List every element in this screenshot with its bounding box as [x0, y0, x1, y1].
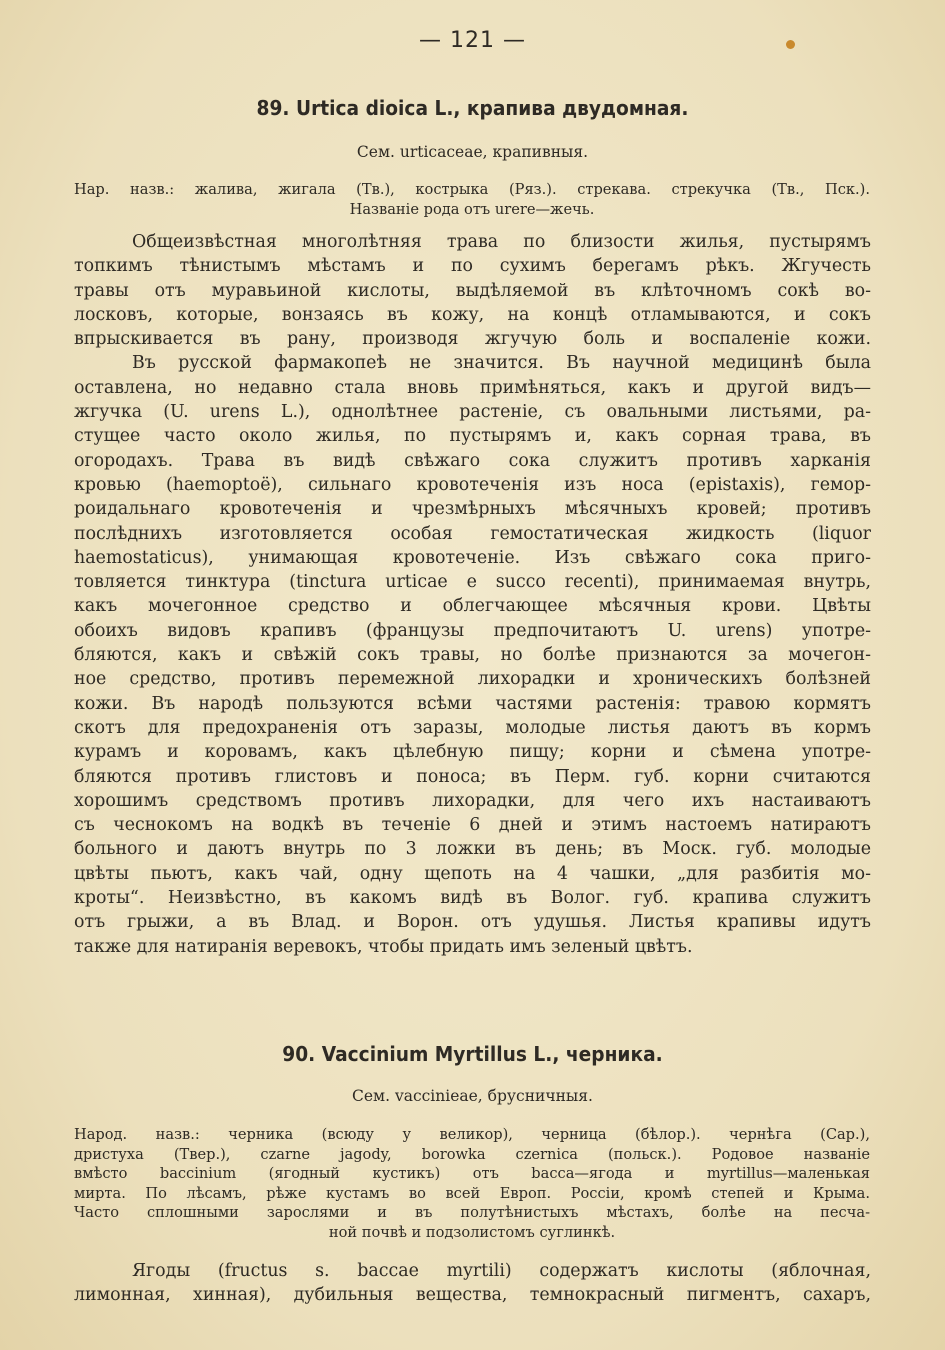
- entry-90-note-line: мирта. По лѣсамъ, рѣже кустамъ во всей Европ. Россіи, кромѣ степей и Крыма.: [74, 1184, 870, 1202]
- body-line: жгучка (U. urens L.), однолѣтнее растеніе, съ овальными листьями, ра-: [74, 402, 871, 423]
- body-line: огородахъ. Трава въ видѣ свѣжаго сока служитъ противъ харканія: [74, 450, 871, 471]
- body-line: хорошимъ средствомъ противъ лихорадки, для чего ихъ настаиваютъ: [74, 790, 871, 811]
- body-line: кровью (haemoptoë), сильнаго кровотеченія изъ носа (epistaxis), гемор-: [74, 474, 871, 495]
- entry-89-note-line: Нар. назв.: жалива, жигала (Тв.), кострыка (Ряз.). стрекава. стрекучка (Тв., Пск.).: [74, 181, 870, 198]
- body-line: роидальнаго кровотеченія и чрезмѣрныхъ мѣсячныхъ кровей; противъ: [74, 499, 871, 520]
- body-line: Въ русской фармакопеѣ не значится. Въ научной медицинѣ была: [132, 353, 871, 374]
- entry-89-family: Сем. urticaceae, крапивныя.: [356, 143, 589, 161]
- page-number: — 121 —: [419, 28, 526, 53]
- body-line: цвѣты пьютъ, какъ чай, одну щепоть на 4 чашки, „для разбитія мо-: [74, 863, 871, 884]
- body-line: лосковъ, которые, вонзаясь въ кожу, на концѣ отламываются, и сокъ: [74, 304, 871, 325]
- body-line: больного и даютъ внутрь по 3 ложки въ день; въ Моск. губ. молодые: [74, 839, 871, 860]
- body-line: кожи. Въ народѣ пользуются всѣми частями растенія: травою кормятъ: [74, 693, 871, 714]
- entry-89-title: 89. Urtica dioica L., крапива двудомная.: [256, 96, 689, 120]
- body-line: оставлена, но недавно стала вновь примѣняться, какъ и другой видъ—: [74, 377, 871, 398]
- body-line: какъ мочегонное средство и облегчающее мѣсячныя крови. Цвѣты: [74, 596, 871, 617]
- body-line: отъ грыжи, а въ Влад. и Ворон. отъ удушья. Листья крапивы идутъ: [74, 912, 871, 933]
- entry-90-title: 90. Vaccinium Myrtillus L., черника.: [282, 1042, 663, 1066]
- body-line: топкимъ тѣнистымъ мѣстамъ и по сухимъ берегамъ рѣкъ. Жгучесть: [74, 256, 871, 277]
- body-line: обоихъ видовъ крапивъ (французы предпочитаютъ U. urens) употре-: [74, 620, 871, 641]
- body-line: впрыскивается въ рану, производя жгучую боль и воспаленіе кожи.: [74, 329, 871, 350]
- entry-90-note-line: ной почвѣ и подзолистомъ суглинкѣ.: [328, 1223, 616, 1241]
- body-line: лимонная, хинная), дубильныя вещества, темнокрасный пигментъ, сахаръ,: [74, 1285, 871, 1306]
- body-line: товляется тинктура (tinctura urticae e succo recenti), принимаемая внутрь,: [74, 572, 871, 593]
- body-line: бляются противъ глистовъ и поноса; въ Перм. губ. корни считаются: [74, 766, 871, 787]
- body-line: также для натиранія веревокъ, чтобы придать имъ зеленый цвѣтъ.: [74, 936, 693, 957]
- body-line: ное средство, противъ перемежной лихорадки и хроническихъ болѣзней: [74, 669, 871, 690]
- entry-90-note-line: дристуха (Твер.), czarne jagody, borowka czernica (польск.). Родовое названіе: [74, 1145, 870, 1163]
- entry-90-note-line: Часто сплошными зарослями и въ полутѣнистыхъ мѣстахъ, болѣе на песча-: [74, 1204, 870, 1221]
- entry-90-note-line: Народ. назв.: черника (всюду у великор), черница (бѣлор.). чернѣга (Сар.),: [74, 1126, 870, 1143]
- paper-stain: [786, 40, 795, 49]
- body-line: кроты“. Неизвѣстно, въ какомъ видѣ въ Волог. губ. крапива служитъ: [74, 888, 871, 909]
- body-line: послѣднихъ изготовляется особая гемостатическая жидкость (liquor: [74, 523, 871, 544]
- entry-90-note-line: вмѣсто baccinium (ягодный кустикъ) отъ bacca—ягода и myrtillus—маленькая: [74, 1165, 870, 1182]
- entry-90-family: Сем. vaccinieae, брусничныя.: [352, 1087, 593, 1105]
- body-line: Ягоды (fructus s. baccae myrtili) содержатъ кислоты (яблочная,: [132, 1261, 871, 1281]
- entry-90-notes: [74, 1125, 870, 1242]
- body-line: Общеизвѣстная многолѣтняя трава по близости жилья, пустырямъ: [132, 232, 871, 252]
- entry-89-body: [74, 230, 871, 959]
- body-line: haemostaticus), унимающая кровотеченіе. Изъ свѣжаго сока приго-: [74, 547, 871, 568]
- body-line: скотъ для предохраненія отъ заразы, молодые листья даютъ въ кормъ: [74, 717, 871, 738]
- body-line: стущее часто около жилья, по пустырямъ и, какъ сорная трава, въ: [74, 426, 871, 447]
- entry-89-note-line: Названіе рода отъ urere—жечь.: [349, 200, 595, 218]
- body-line: съ чеснокомъ на водкѣ въ теченіе 6 дней и этимъ настоемъ натираютъ: [74, 815, 871, 836]
- entry-89-notes: [74, 180, 870, 219]
- entry-90-body: [74, 1259, 871, 1308]
- body-line: бляются, какъ и свѣжій сокъ травы, но болѣе признаются за мочегон-: [74, 645, 871, 666]
- body-line: травы отъ муравьиной кислоты, выдѣляемой въ клѣточномъ сокѣ во-: [74, 280, 871, 301]
- body-line: курамъ и коровамъ, какъ цѣлебную пищу; корни и сѣмена употре-: [74, 742, 871, 763]
